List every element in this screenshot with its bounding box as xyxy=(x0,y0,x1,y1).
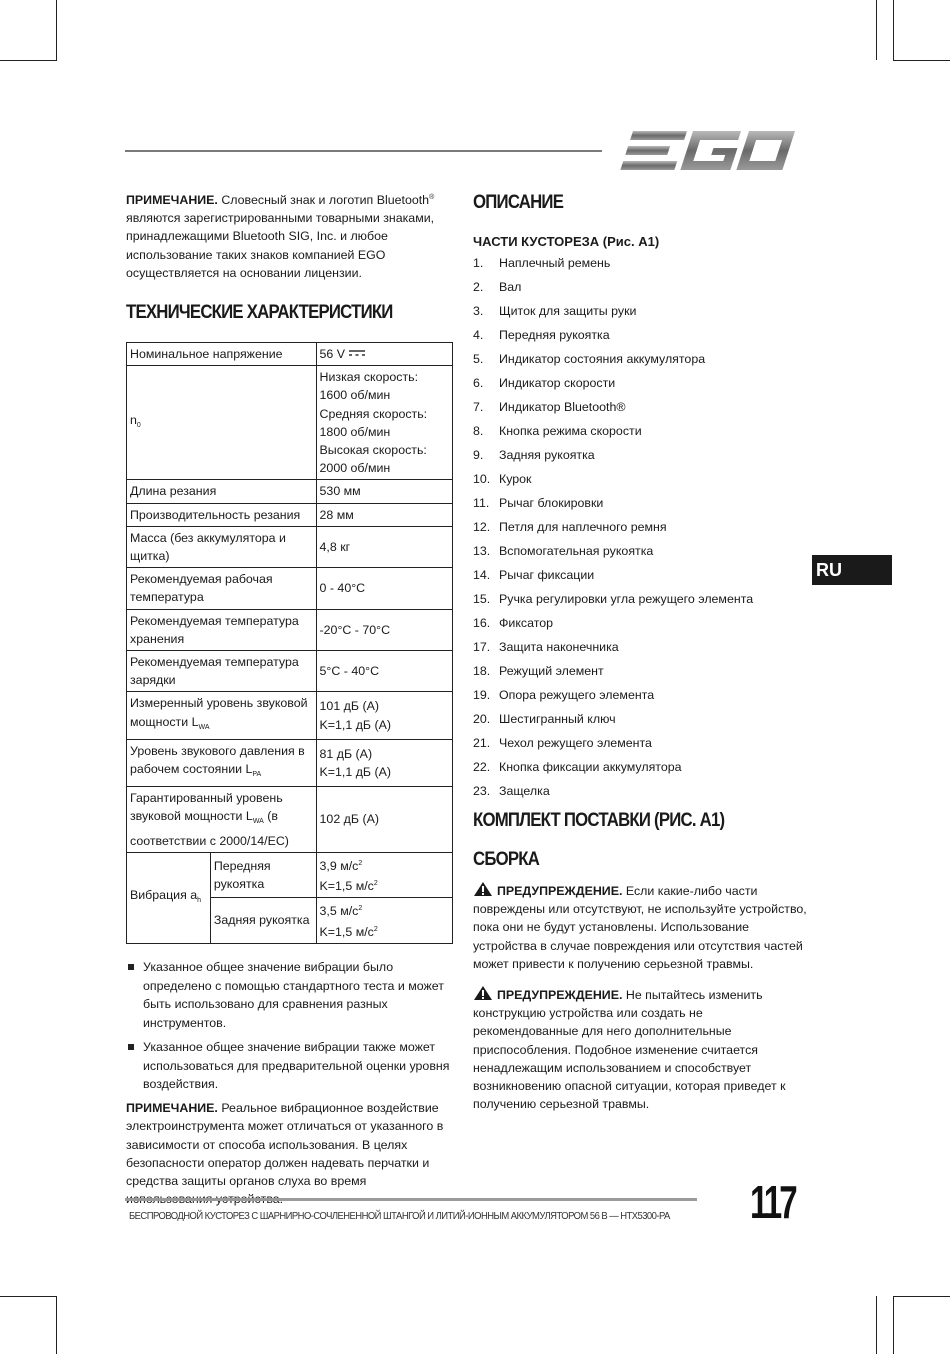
list-item-number: 12. xyxy=(473,520,491,534)
vibration-note: ПРИМЕЧАНИЕ. Реальное вибрационное воздействие электроинструмента может отличаться от указанного в зависимости от способа использования. В целях безопасности оператор должен надевать перчатки и средства защиты органов слуха во время xyxy=(126,1101,444,1189)
list-item xyxy=(473,419,808,443)
crop-mark xyxy=(56,0,57,60)
ego-logo xyxy=(616,128,800,174)
warning-block: ПРЕДУПРЕЖДЕНИЕ. Если какие-либо части повреждены или отсутствуют, не используйте устройство, пока они не будут установлены. Использование устройства в случае повреждения или отсутствия частей может привести к получению серьезной травмы. xyxy=(473,881,808,973)
list-item-label: Кнопка режима скорости xyxy=(499,424,642,438)
table-row: $n_0$ Низкая скорость: 1600 об/мин Средняя скорость: 1800 об/мин Высокая скорость: 2000 об/мин xyxy=(127,366,453,480)
left-column xyxy=(126,189,456,1209)
list-item-number: 6. xyxy=(473,376,484,390)
list-item xyxy=(473,467,808,491)
list-item-number: 7. xyxy=(473,400,484,414)
list-item-number: 4. xyxy=(473,328,484,342)
list-item-number: 11. xyxy=(473,496,490,510)
crop-mark xyxy=(876,1296,877,1354)
list-item-label: Шестигранный ключ xyxy=(499,712,616,726)
table-row: Номинальное напряжение 56 V xyxy=(127,343,453,366)
list-item xyxy=(473,731,808,755)
list-item-label: Передняя рукоятка xyxy=(499,328,610,342)
list-item xyxy=(473,587,808,611)
table-row: Рекомендуемая температура зарядки 5°C - 40°C xyxy=(127,651,453,692)
list-item-number: 15. xyxy=(473,592,491,606)
list-item-label: Кнопка фиксации аккумулятора xyxy=(499,760,682,774)
table-row: Рекомендуемая рабочая температура 0 - 40°C xyxy=(127,568,453,609)
list-item xyxy=(473,515,808,539)
parts-list xyxy=(473,251,808,803)
list-item-number: 5. xyxy=(473,352,484,366)
list-item xyxy=(473,707,808,731)
table-row: Производительность резания 28 мм xyxy=(127,503,453,526)
list-item-label: Щиток для защиты руки xyxy=(499,304,637,318)
crop-mark xyxy=(893,1296,950,1297)
table-row: Гарантированный уровень звуковой мощности $L_{WA}$ (в соответствии с 2000/14/EC) 102 дБ (A) xyxy=(127,787,453,853)
list-item xyxy=(473,491,808,515)
header-rule xyxy=(125,150,602,152)
list-item-number: 17. xyxy=(473,640,491,654)
list-item-number: 20. xyxy=(473,712,491,726)
bluetooth-note: ПРИМЕЧАНИЕ. Словесный знак и логотип Bluetooth® являются зарегистрированными товарными знаками, принадлежащими Bluetooth SIG, Inc. и любое использование таких знаков компанией EGO осуществляется на основании лицензии. xyxy=(126,193,435,280)
list-item xyxy=(473,683,808,707)
list-item-number: 13. xyxy=(473,544,491,558)
list-item xyxy=(473,299,808,323)
list-item-label: Ручка регулировки угла режущего элемента xyxy=(499,592,754,606)
bullet-square-icon xyxy=(128,1044,134,1050)
crop-mark xyxy=(0,60,57,61)
list-item-label: Режущий элемент xyxy=(499,664,604,678)
list-item-number: 10. xyxy=(473,472,491,486)
list-item xyxy=(473,395,808,419)
bullet-square-icon xyxy=(128,964,134,970)
list-item-number: 19. xyxy=(473,688,491,702)
description-title: ОПИСАНИЕ xyxy=(473,191,564,213)
list-item-label: Индикатор Bluetooth® xyxy=(499,400,626,414)
list-item-label: Фиксатор xyxy=(499,616,554,630)
list-item-label: Курок xyxy=(499,472,532,486)
crop-mark xyxy=(56,1296,57,1354)
list-item xyxy=(473,347,808,371)
list-item-label: Защелка xyxy=(499,784,550,798)
table-row: Измеренный уровень звуковой мощности $L_{WA}$ 101 дБ (A) K=1,1 дБ (A) xyxy=(127,692,453,739)
warning-triangle-icon xyxy=(473,985,493,1001)
assembly-title: СБОРКА xyxy=(473,848,540,870)
list-item-number: 3. xyxy=(473,304,484,318)
list-item xyxy=(473,323,808,347)
list-item xyxy=(473,371,808,395)
list-item xyxy=(473,635,808,659)
warning-block: ПРЕДУПРЕЖДЕНИЕ. Не пытайтесь изменить конструкцию устройства или создать не рекомендованные для него дополнительные приспособления. Подобное изменение считается ненадлежащим использованием и способствует возникновению опасной ситуации, которая приведет к получению серьезной травмы. xyxy=(473,985,808,1113)
list-item-number: 9. xyxy=(473,448,484,462)
list-item xyxy=(473,779,808,803)
footer-text: БЕСПРОВОДНОЙ КУСТОРЕЗ С ШАРНИРНО-СОЧЛЕНЕННОЙ ШТАНГОЙ И ЛИТИЙ-ИОННЫМ АККУМУЛЯТОРОМ 56 В — HTX5300-PA xyxy=(129,1210,670,1222)
footer-rule xyxy=(125,1198,697,1201)
list-item-number: 2. xyxy=(473,280,484,294)
crop-mark xyxy=(893,0,894,60)
table-row: Масса (без аккумулятора и щитка) 4,8 кг xyxy=(127,526,453,567)
list-item-label: Рычаг блокировки xyxy=(499,496,604,510)
specs-title: ТЕХНИЧЕСКИЕ ХАРАКТЕРИСТИКИ xyxy=(126,301,393,324)
list-item-number: 1. xyxy=(473,256,484,270)
list-item-label: Наплечный ремень xyxy=(499,256,611,270)
list-item-label: Задняя рукоятка xyxy=(499,448,595,462)
crop-mark xyxy=(876,0,877,60)
list-item-number: 16. xyxy=(473,616,491,630)
list-item-label: Индикатор скорости xyxy=(499,376,616,390)
list-item xyxy=(473,443,808,467)
warning-triangle-icon xyxy=(473,881,493,897)
table-row: Рекомендуемая температура хранения -20°C - 70°C xyxy=(127,609,453,650)
list-item-number: 14. xyxy=(473,568,491,582)
list-item-number: 21. xyxy=(473,736,491,750)
specs-table xyxy=(126,342,453,944)
crop-mark xyxy=(0,1296,57,1297)
list-item xyxy=(473,611,808,635)
list-item-number: 18. xyxy=(473,664,491,678)
list-item-label: Петля для наплечного ремня xyxy=(499,520,667,534)
parts-title: ЧАСТИ КУСТОРЕЗА (Рис. A1) xyxy=(473,234,660,249)
list-item-label: Чехол режущего элемента xyxy=(499,736,652,750)
direct-current-icon xyxy=(348,349,366,357)
table-row: Уровень звукового давления в рабочем состоянии $L_{PA}$ 81 дБ (A) K=1,1 дБ (A) xyxy=(127,739,453,786)
list-item-label: Рычаг фиксации xyxy=(499,568,595,582)
right-column xyxy=(473,189,808,1113)
list-item: Указанное общее значение вибрации также может использоваться для предварительной оценки уровня воздействия. xyxy=(126,1038,456,1094)
page-number: 117 xyxy=(750,1176,795,1228)
list-item-label: Вал xyxy=(499,280,522,294)
list-item xyxy=(473,539,808,563)
list-item-label: Защита наконечника xyxy=(499,640,619,654)
list-item xyxy=(473,755,808,779)
table-row: Длина резания 530 мм xyxy=(127,480,453,503)
language-tab: RU xyxy=(812,555,892,585)
list-item-number: 23. xyxy=(473,784,491,798)
list-item: Указанное общее значение вибрации было определено с помощью стандартного теста и может быть использовано для сравнения разных инструментов. xyxy=(126,958,456,1033)
list-item-number: 22. xyxy=(473,760,491,774)
list-item xyxy=(473,659,808,683)
list-item-label: Опора режущего элемента xyxy=(499,688,655,702)
table-row: Задняя рукоятка 3,5 $м/с^2$ K=1,5 $м/с^2$ xyxy=(127,898,453,943)
list-item xyxy=(473,251,808,275)
crop-mark xyxy=(893,1296,894,1354)
list-item xyxy=(473,563,808,587)
list-item-label: Вспомогательная рукоятка xyxy=(499,544,654,558)
list-item-number: 8. xyxy=(473,424,484,438)
table-row: Вибрация $a_h$ Передняя рукоятка 3,9 $м/с^2$ K=1,5 $м/с^2$ xyxy=(127,852,453,897)
crop-mark xyxy=(893,60,950,61)
list-item xyxy=(473,275,808,299)
package-title: КОМПЛЕКТ ПОСТАВКИ (РИС. A1) xyxy=(473,809,725,831)
list-item-label: Индикатор состояния аккумулятора xyxy=(499,352,706,366)
